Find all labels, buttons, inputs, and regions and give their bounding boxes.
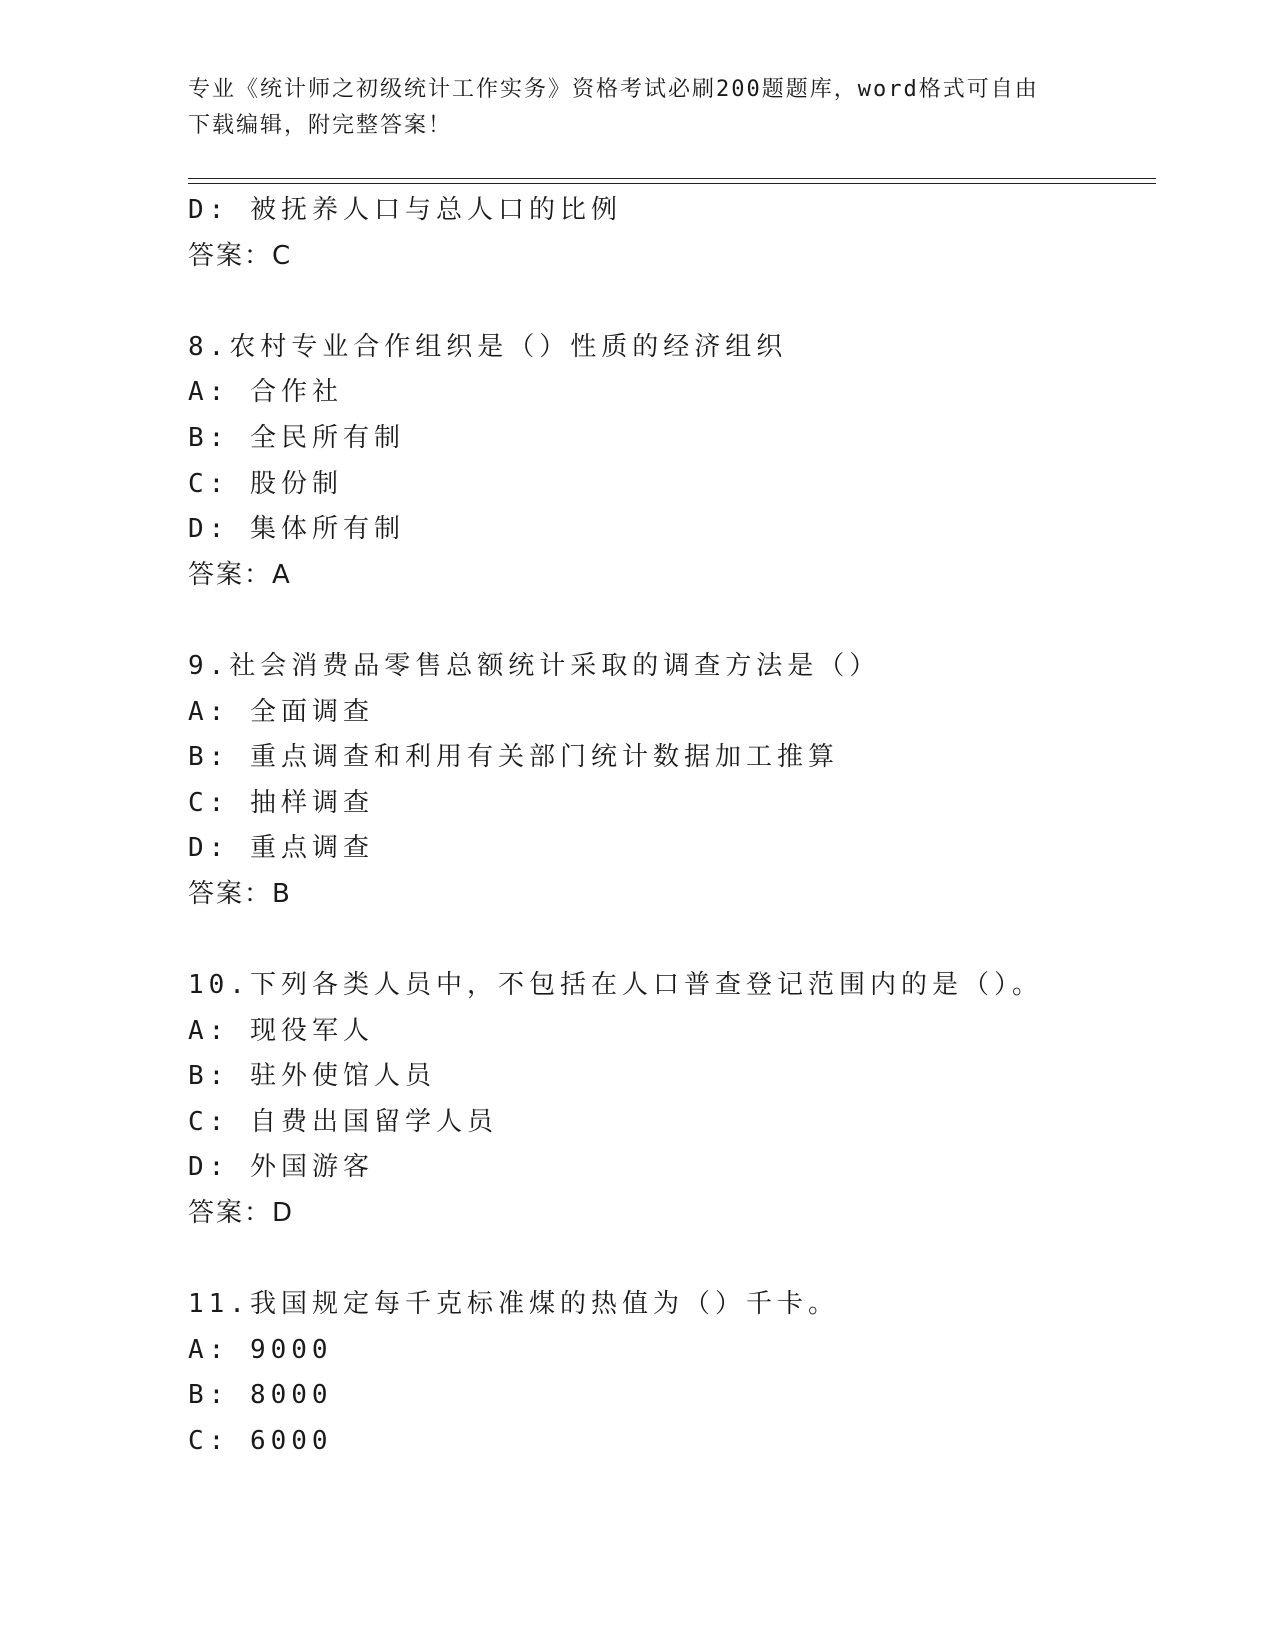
- question-9: [188, 644, 1156, 918]
- header-line-2: 下载编辑，附完整答案！: [188, 113, 453, 138]
- answer: 答案：D: [188, 1198, 295, 1229]
- option-b: B: 重点调查和利用有关部门统计数据加工推算: [188, 742, 839, 773]
- option-b: B: 驻外使馆人员: [188, 1061, 436, 1092]
- spacer: [188, 598, 1156, 644]
- question-list: [188, 188, 1156, 1465]
- spacer: [188, 1237, 1156, 1283]
- option-a: A: 全面调查: [188, 696, 374, 727]
- option-b: B: 全民所有制: [188, 422, 405, 453]
- question-title: 10.下列各类人员中，不包括在人口普查登记范围内的是（）。: [188, 970, 1043, 1001]
- question-title: 9.社会消费品零售总额统计采取的调查方法是（）: [188, 650, 881, 681]
- question-11: [188, 1282, 1156, 1464]
- spacer: [188, 918, 1156, 964]
- question-title: 11.我国规定每千克标准煤的热值为（）千卡。: [188, 1289, 839, 1320]
- option-c: C: 自费出国留学人员: [188, 1106, 498, 1137]
- option-a: A: 9000: [188, 1334, 333, 1365]
- option-a: A: 合作社: [188, 377, 343, 408]
- answer: 答案：C: [188, 240, 293, 271]
- option-d: D: 重点调查: [188, 833, 374, 864]
- document-header: [188, 72, 1088, 144]
- header-rule-top: [188, 178, 1156, 179]
- option-d: D: 集体所有制: [188, 514, 405, 545]
- option-c: C: 抽样调查: [188, 787, 374, 818]
- spacer: [188, 279, 1156, 325]
- option-c: C: 股份制: [188, 468, 343, 499]
- previous-question-tail: [188, 188, 1156, 279]
- option-a: A: 现役军人: [188, 1015, 374, 1046]
- question-8: [188, 325, 1156, 599]
- answer: 答案：A: [188, 559, 292, 590]
- option-b: B: 8000: [188, 1380, 333, 1411]
- question-title: 8.农村专业合作组织是（）性质的经济组织: [188, 331, 788, 362]
- option-c: C: 6000: [188, 1426, 333, 1457]
- option-d: D: 被抚养人口与总人口的比例: [188, 195, 622, 225]
- question-10: [188, 963, 1156, 1237]
- answer: 答案：B: [188, 878, 292, 909]
- header-rule-bottom: [188, 183, 1156, 184]
- option-d: D: 外国游客: [188, 1152, 374, 1183]
- header-line-1: 专业《统计师之初级统计工作实务》资格考试必刷200题题库，word格式可自由: [188, 77, 1039, 102]
